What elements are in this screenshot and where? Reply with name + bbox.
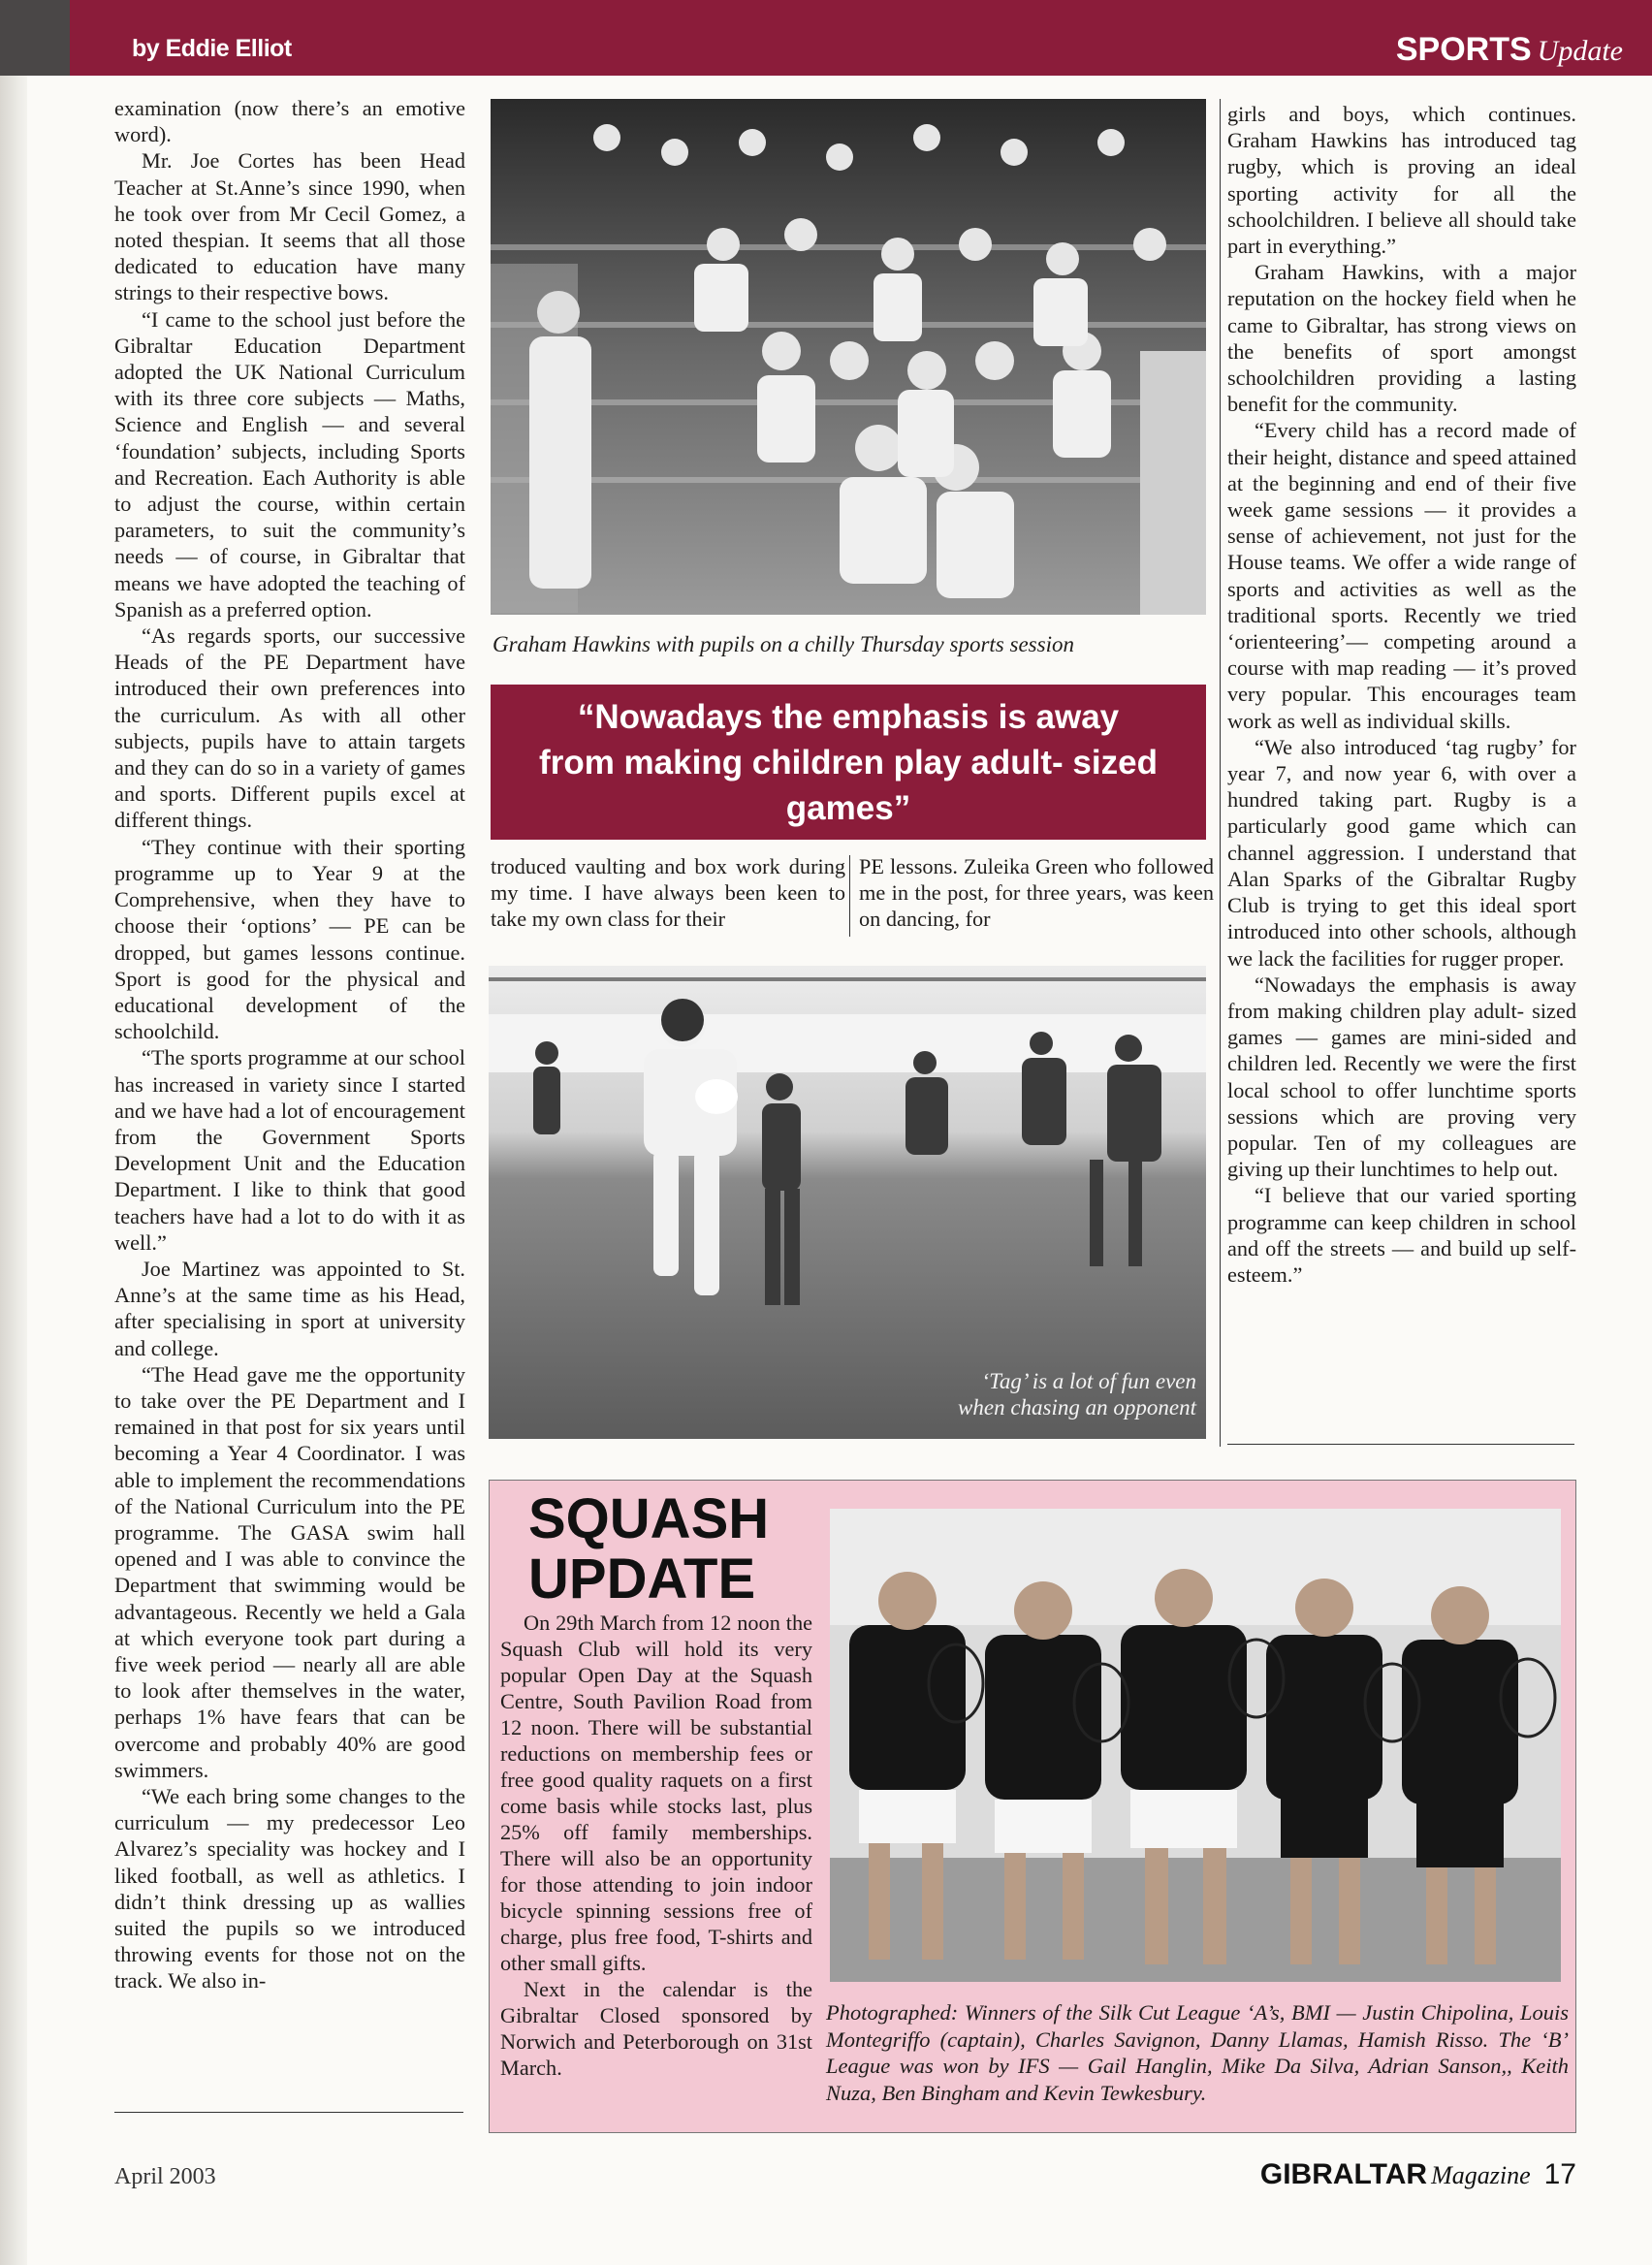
byline: by Eddie Elliot xyxy=(132,35,292,62)
article-column-3-fragment: PE lessons. Zuleika Green who followed me in the post, for three years, was keen on dancing, for xyxy=(859,854,1214,932)
article-column-3 xyxy=(1227,101,1576,1288)
paragraph: Graham Hawkins, with a major reputation on the hockey field when he came to Gibraltar, has strong views on the benefits of sport amongst schoolchildren providing a lasting benefit for the community. xyxy=(1227,260,1576,417)
paragraph: girls and boys, which continues. Graham Hawkins has introduced tag rugby, which is proving an ideal sporting activity for all the schoolchildren. I believe all should take part in everything.” xyxy=(1227,102,1576,259)
section-subtitle: Update xyxy=(1537,35,1623,67)
article-column-2-fragment: troduced vaulting and box work during my time. I have always been keen to take my own class for their xyxy=(491,854,845,932)
paragraph: “I believe that our varied sporting programme can keep children in school and off the streets — and build up self-esteem.” xyxy=(1227,1183,1576,1287)
article-column-1 xyxy=(114,95,465,1994)
page-binding xyxy=(0,0,27,2265)
paragraph: “Every child has a record made of their height, distance and speed attained at the beginning and end of their five week game sessions — it provides a sense of achievement, not just for the House teams. We offer a wide range of sports and activities as well as the traditional sports. Recently we tried ‘orienteering’— competing around a course with map reading — it’s proved very popular. This encourages team work as well as individual skills. xyxy=(1227,418,1576,733)
photo-pupils-in-stands xyxy=(491,99,1206,615)
squash-title-line: SQUASH xyxy=(528,1487,770,1550)
photo-squash-team xyxy=(830,1509,1561,1982)
column-end-rule xyxy=(1227,1444,1574,1445)
paragraph: examination (now there’s an emotive word). xyxy=(114,96,465,147)
paragraph: “The Head gave me the opportunity to take over the PE Department and I remained in that post for six years until becoming a Year 4 Coordinator. I was able to implement the recommendations of the National Curriculum into the PE programme. The GASA swim hall opened and I was able to convince the Department that swimming would be advantageous. Recently we held a Gala at which everyone took part during a five week period — nearly all are able to look after themselves in the water, perhaps 1% have fears that can be overcome and probably 40% are good swimmers. xyxy=(114,1361,465,1782)
paragraph: “They continue with their sporting programme up to Year 9 at the Comprehensive, when they have to choose their ‘options’ — PE can be dropped, but games lessons continue. Sport is good for the physical and educational development of the schoolchild. xyxy=(114,834,465,1044)
paragraph: Mr. Joe Cortes has been Head Teacher at St.Anne’s since 1990, when he took over from Mr Cecil Gomez, a noted thespian. It seems that all those dedicated to education have many strings to their respective bows. xyxy=(114,148,465,305)
pull-quote-text: “Nowadays the emphasis is away from making children play adult- sized games” xyxy=(539,697,1158,827)
squash-title-line: UPDATE xyxy=(528,1547,756,1611)
squash-photo-caption: Photographed: Winners of the Silk Cut League ‘A’s, BMI — Justin Chipolina, Louis Montegriffo (captain), Charles Savignon, Danny Llamas, Hamish Risso. The ‘B’ League was won by IFS — Gail Hanglin, Mike Da Silva, Adrian Sanson,, Keith Nuza, Ben Bingham and Kevin Tewkesbury. xyxy=(826,2000,1569,2105)
paragraph: On 29th March from 12 noon the Squash Club will hold its very popular Open Day at the Squash Centre, South Pavilion Road from 12 noon. There will be substantial reductions on membership fees or free good quality raquets on a first come basis while stocks last, plus 25% off family memberships. There will also be an opportunity for those attending to join indoor bicycle spinning sessions free of charge, plus free food, T-shirts and other small gifts. xyxy=(500,1611,812,1975)
binding-corner xyxy=(0,0,70,76)
paragraph: “Nowadays the emphasis is away from making children play adult- sized games — games are mini-sided and children led. Recently we were the first local school to offer lunchtime sports sessions which are proving very popular. Ten of my colleagues are giving up their lunchtimes to help out. xyxy=(1227,972,1576,1182)
photo1-caption: Graham Hawkins with pupils on a chilly Thursday sports session xyxy=(492,632,1074,656)
section-header xyxy=(70,0,1652,76)
magazine-name: GIBRALTAR xyxy=(1259,2158,1428,2190)
squash-title xyxy=(528,1489,769,1610)
paragraph: “We each bring some changes to the curriculum — my predecessor Leo Alvarez’s speciality was hockey and I liked football, as well as athletics. I didn’t think dressing up as wallies suited the pupils so we introduced throwing events for those not on the track. We also in- xyxy=(114,1784,465,1994)
column-divider xyxy=(1220,99,1221,1447)
photo2-caption-line: when chasing an opponent xyxy=(958,1395,1196,1420)
paragraph: “As regards sports, our successive Heads of the PE Department have introduced their own preferences into the curriculum. As with all other subjects, pupils have to attain targets and they can do so in a variety of games and sports. Different pupils excel at different things. xyxy=(114,623,465,833)
paragraph: Joe Martinez was appointed to St. Anne’s at the same time as his Head, after specialising in sport at university and college. xyxy=(114,1256,465,1360)
issue-date: April 2003 xyxy=(114,2164,216,2189)
pull-quote xyxy=(491,685,1206,840)
paragraph: “The sports programme at our school has increased in variety since I started and we have had a lot of encouragement from the Government Sports Development Unit and the Education Department. I like to think that good teachers have had a lot to do with it as well.” xyxy=(114,1045,465,1255)
photo2-caption-line: ‘Tag’ is a lot of fun even xyxy=(981,1369,1196,1393)
paragraph: “I came to the school just before the Gibraltar Education Department adopted the UK National Curriculum with its three core subjects — Maths, Science and English — and several ‘foundation’ subjects, including Sports and Recreation. Each Authority is able to adjust the course, within certain parameters, to suit the community’s needs — of course, in Gibraltar that means we have adopted the teaching of Spanish as a preferred option. xyxy=(114,306,465,622)
squash-text xyxy=(500,1610,812,2081)
photo-tag-rugby xyxy=(489,966,1206,1439)
magazine-footer xyxy=(1260,2158,1576,2191)
photo2-caption xyxy=(886,1368,1196,1420)
magazine-subtitle: Magazine xyxy=(1431,2161,1531,2189)
section-name: SPORTS xyxy=(1395,31,1532,68)
stands-photo-image xyxy=(491,99,1206,615)
squash-team-photo-image xyxy=(830,1509,1561,1982)
paragraph: “We also introduced ‘tag rugby’ for year 7, and now year 6, with over a hundred taking part. Rugby is a particularly good game which can channel aggression. I understand that Alan Sparks of the Gibraltar Rugby Club is trying to get this ideal sport introduced into other schools, although we lack the facilities for rugger proper. xyxy=(1227,734,1576,971)
column-end-rule xyxy=(114,2112,463,2113)
paragraph: Next in the calendar is the Gibraltar Closed sponsored by Norwich and Peterborough on 31st March. xyxy=(500,1977,812,2080)
column-divider xyxy=(849,855,850,937)
section-title xyxy=(1396,31,1623,69)
page-number: 17 xyxy=(1543,2158,1576,2190)
